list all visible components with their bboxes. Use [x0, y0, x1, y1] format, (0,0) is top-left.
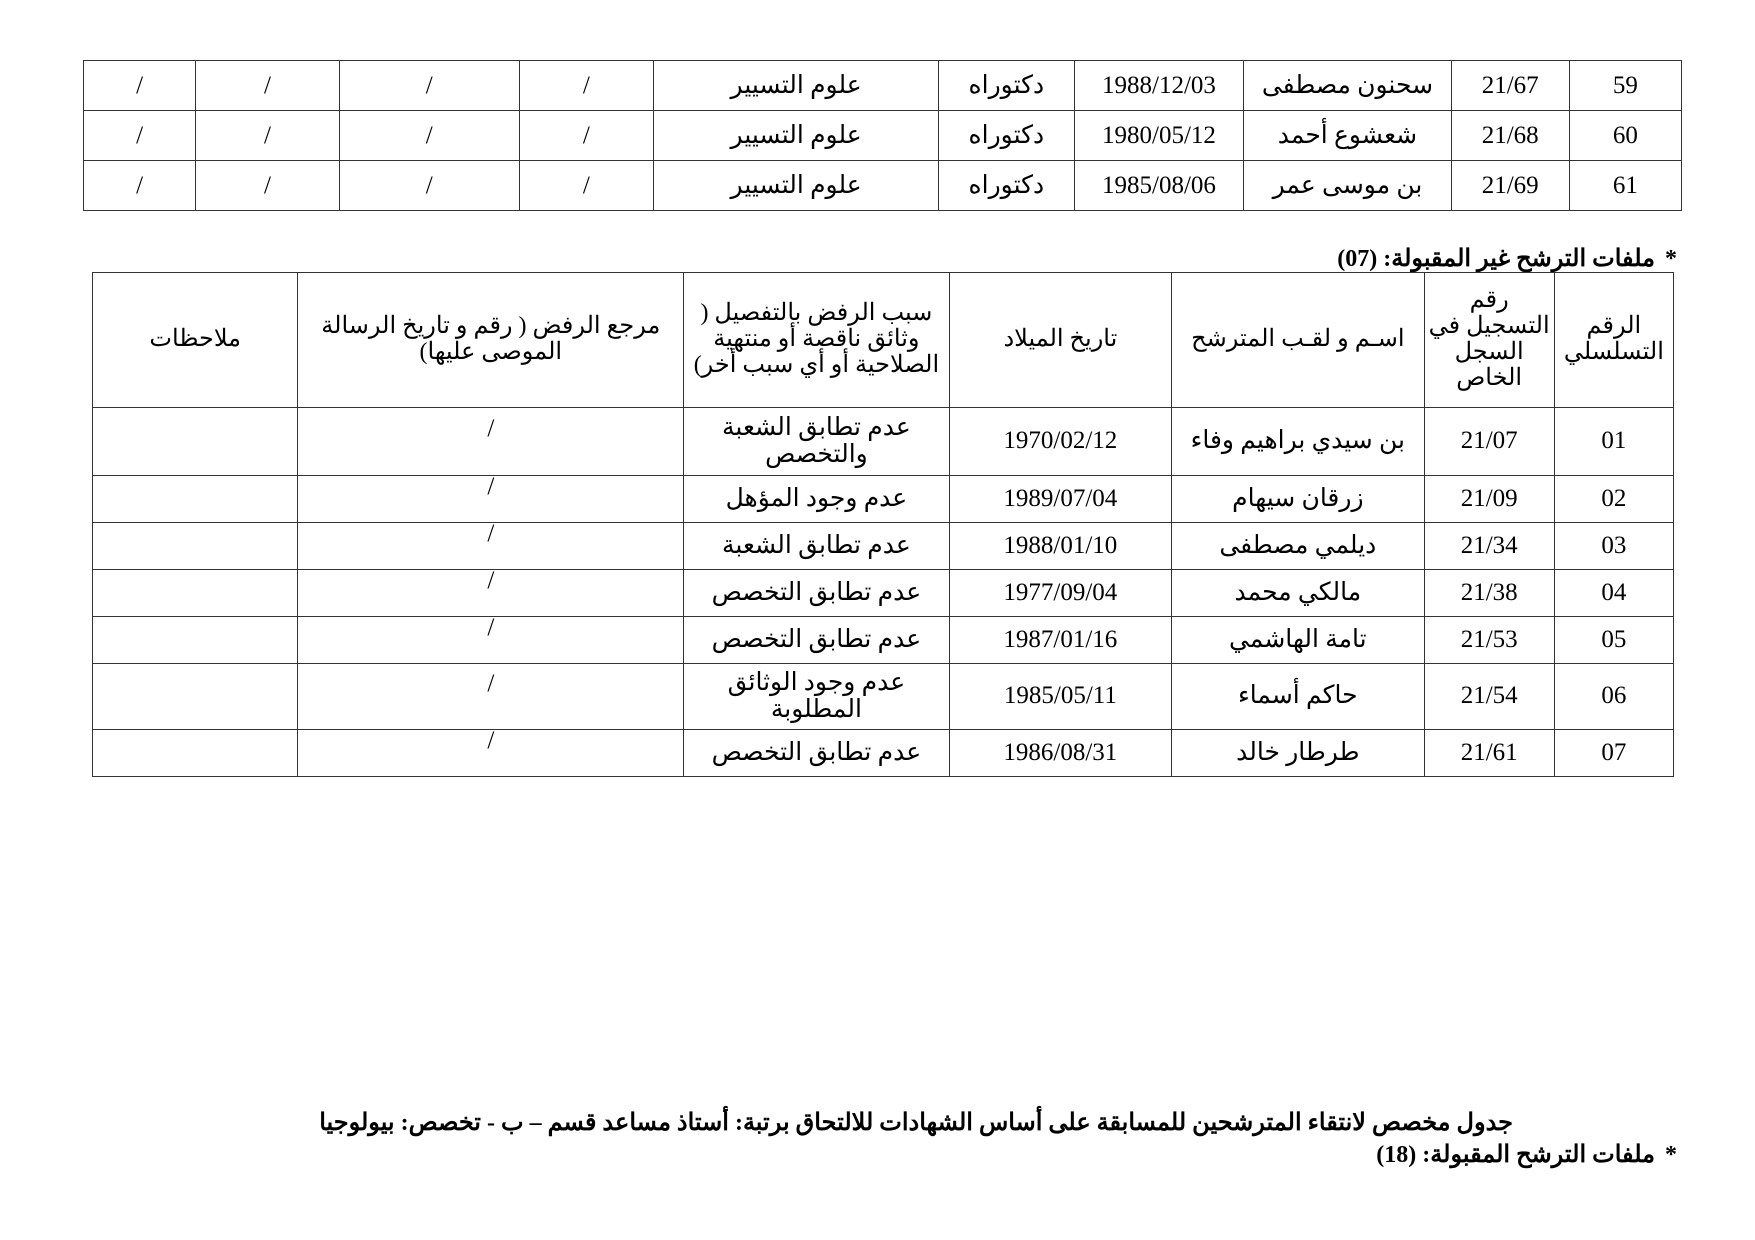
serial-cell: 59 [1569, 61, 1681, 111]
header-rejection-reason: سبب الرفض بالتفصيل ( وثائق ناقصة أو منتهية الصلاحية أو أي سبب أخر) [684, 273, 950, 408]
column-cell: / [84, 61, 196, 111]
notes-cell [93, 408, 298, 476]
header-registration: رقم التسجيل في السجل الخاص [1424, 273, 1554, 408]
birth-date-cell: 1988/12/03 [1074, 61, 1244, 111]
birth-date-cell: 1989/07/04 [949, 476, 1171, 523]
birth-date-cell: 1970/02/12 [949, 408, 1171, 476]
rejected-section-heading [1337, 244, 1677, 273]
column-cell: / [339, 111, 519, 161]
notes-cell [93, 617, 298, 664]
table-row [93, 570, 1674, 617]
header-candidate-name: اسـم و لقـب المترشح [1172, 273, 1424, 408]
degree-cell: دكتوراه [939, 111, 1074, 161]
serial-cell: 05 [1554, 617, 1673, 664]
column-cell: / [196, 61, 340, 111]
notes-cell [93, 523, 298, 570]
reference-value: / [487, 519, 495, 547]
reference-value: / [487, 415, 495, 443]
candidate-name-cell: طرطار خالد [1172, 730, 1424, 777]
candidate-name-cell: تامة الهاشمي [1172, 617, 1424, 664]
registration-cell: 21/09 [1424, 476, 1554, 523]
candidate-name-cell: شعشوع أحمد [1244, 111, 1451, 161]
birth-date-cell: 1988/01/10 [949, 523, 1171, 570]
notes-cell [93, 476, 298, 523]
rejection-reason-cell: عدم تطابق التخصص [684, 617, 950, 664]
registration-cell: 21/67 [1451, 61, 1569, 111]
table-row [93, 664, 1674, 730]
serial-cell: 61 [1569, 161, 1681, 211]
serial-cell: 04 [1554, 570, 1673, 617]
candidate-name-cell: ديلمي مصطفى [1172, 523, 1424, 570]
registration-cell: 21/69 [1451, 161, 1569, 211]
birth-date-cell: 1985/08/06 [1074, 161, 1244, 211]
table-row [93, 730, 1674, 777]
candidate-name-cell: بن سيدي براهيم وفاء [1172, 408, 1424, 476]
rejection-reference-cell [298, 726, 684, 777]
bullet-star: * [1665, 246, 1677, 272]
column-cell: / [519, 61, 653, 111]
rejection-reference-cell [298, 664, 684, 730]
next-table-title: جدول مخصص لانتقاء المترشحين للمسابقة على أساس الشهادات للالتحاق برتبة: أستاذ مساعد قسم – ب - تخصص: بيولوجيا [319, 1110, 1513, 1136]
rejection-reason-cell: عدم تطابق الشعبة [684, 523, 950, 570]
birth-date-cell: 1980/05/12 [1074, 111, 1244, 161]
registration-cell: 21/53 [1424, 617, 1554, 664]
rejection-reason-cell: عدم تطابق التخصص [684, 730, 950, 777]
rejection-reference-cell [298, 519, 684, 570]
reference-value: / [487, 726, 495, 754]
serial-cell: 60 [1569, 111, 1681, 161]
rejection-reason-cell: عدم وجود الوثائق المطلوبة [684, 664, 950, 730]
candidate-name-cell: حاكم أسماء [1172, 664, 1424, 730]
rejection-reference-cell [298, 472, 684, 523]
candidate-name-cell: مالكي محمد [1172, 570, 1424, 617]
serial-cell: 06 [1554, 664, 1673, 730]
header-rejection-reference: مرجع الرفض ( رقم و تاريخ الرسالة الموصى عليها) [298, 273, 684, 408]
candidate-name-cell: سحنون مصطفى [1244, 61, 1451, 111]
table-row [93, 476, 1674, 523]
serial-cell: 01 [1554, 408, 1673, 476]
registration-cell: 21/34 [1424, 523, 1554, 570]
specialty-cell: علوم التسيير [654, 61, 939, 111]
specialty-cell: علوم التسيير [654, 111, 939, 161]
degree-cell: دكتوراه [939, 161, 1074, 211]
birth-date-cell: 1977/09/04 [949, 570, 1171, 617]
rejection-reference-cell [298, 613, 684, 664]
reference-value: / [487, 472, 495, 500]
column-cell: / [519, 111, 653, 161]
birth-date-cell: 1986/08/31 [949, 730, 1171, 777]
birth-date-cell: 1987/01/16 [949, 617, 1171, 664]
registration-cell: 21/68 [1451, 111, 1569, 161]
reference-value: / [487, 613, 495, 641]
accepted-candidates-table-continuation [83, 60, 1682, 211]
rejection-reference-cell [298, 566, 684, 617]
accepted-section-heading [1376, 1140, 1677, 1169]
header-serial: الرقم التسلسلي [1554, 273, 1673, 408]
registration-cell: 21/61 [1424, 730, 1554, 777]
header-notes: ملاحظات [93, 273, 298, 408]
rejection-reason-cell: عدم تطابق التخصص [684, 570, 950, 617]
rejection-reason-cell: عدم وجود المؤهل [684, 476, 950, 523]
degree-cell: دكتوراه [939, 61, 1074, 111]
registration-cell: 21/38 [1424, 570, 1554, 617]
specialty-cell: علوم التسيير [654, 161, 939, 211]
table-header-row [93, 273, 1674, 408]
table-row [93, 408, 1674, 476]
column-cell: / [339, 61, 519, 111]
rejected-candidates-table [92, 272, 1674, 777]
reference-value: / [487, 670, 495, 698]
registration-cell: 21/07 [1424, 408, 1554, 476]
serial-cell: 02 [1554, 476, 1673, 523]
table-row [93, 523, 1674, 570]
header-birth-date: تاريخ الميلاد [949, 273, 1171, 408]
candidate-name-cell: زرقان سيهام [1172, 476, 1424, 523]
column-cell: / [84, 111, 196, 161]
bullet-star: * [1665, 1142, 1677, 1168]
serial-cell: 03 [1554, 523, 1673, 570]
rejection-reference-cell [298, 408, 684, 476]
reference-value: / [487, 566, 495, 594]
column-cell: / [339, 161, 519, 211]
table-row [84, 161, 1682, 211]
column-cell: / [84, 161, 196, 211]
rejected-heading-text: ملفات الترشح غير المقبولة: (07) [1337, 246, 1655, 272]
column-cell: / [519, 161, 653, 211]
column-cell: / [196, 161, 340, 211]
birth-date-cell: 1985/05/11 [949, 664, 1171, 730]
table-row [93, 617, 1674, 664]
notes-cell [93, 730, 298, 777]
candidate-name-cell: بن موسى عمر [1244, 161, 1451, 211]
column-cell: / [196, 111, 340, 161]
table-row [84, 111, 1682, 161]
registration-cell: 21/54 [1424, 664, 1554, 730]
rejection-reason-cell: عدم تطابق الشعبة والتخصص [684, 408, 950, 476]
notes-cell [93, 570, 298, 617]
table-row [84, 61, 1682, 111]
notes-cell [93, 664, 298, 730]
accepted-heading-text: ملفات الترشح المقبولة: (18) [1376, 1142, 1655, 1168]
serial-cell: 07 [1554, 730, 1673, 777]
